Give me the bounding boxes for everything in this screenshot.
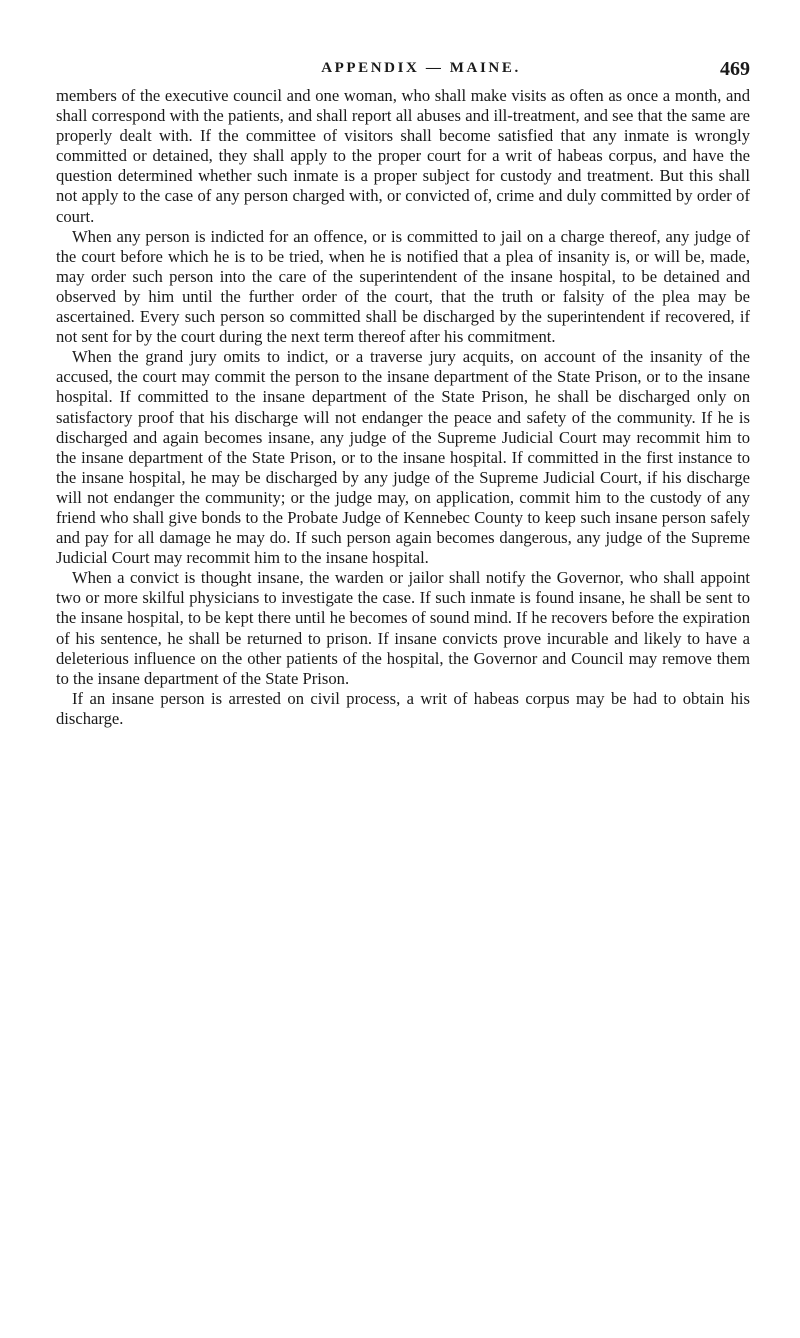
page-header: [56, 60, 750, 84]
paragraph: When any person is indicted for an offence, or is committed to jail on a charge thereof, any judge of the court before which he is to be tried, when he is notified that a plea of insanity is, or will be, made, may order such person into the care of the superintendent of the insane hospital, to be detained and observed by him until the further order of the court, that the truth or falsity of the plea may be ascertained. Every such person so committed shall be discharged by the superintendent if recovered, if not sent for by the court during the next term thereof after his commitment.: [56, 226, 750, 347]
paragraph-continued: members of the executive council and one woman, who shall make visits as often as once a month, and shall correspond with the patients, and shall report all abuses and ill-treatment, and see that the same are properly dealt with. If the committee of visitors shall become satisfied that any inmate is wrongly committed or detained, they shall apply to the proper court for a writ of habeas corpus, and have the question determined whether such inmate is a proper subject for custody and treatment. But this shall not apply to the case of any person charged with, or convicted of, crime and duly committed by order of court.: [56, 86, 750, 226]
paragraph: If an insane person is arrested on civil process, a writ of habeas corpus may be had to obtain his discharge.: [56, 688, 750, 728]
running-head: APPENDIX — MAINE.: [321, 60, 521, 76]
body-text: [56, 86, 750, 729]
paragraph: When the grand jury omits to indict, or a traverse jury acquits, on account of the insanity of the accused, the court may commit the person to the insane department of the State Prison, or to the insane hospital. If committed to the insane department of the State Prison, he shall be discharged only on satisfactory proof that his discharge will not endanger the peace and safety of the community. If he is discharged and again becomes insane, any judge of the Supreme Judicial Court may recommit him to the insane department of the State Prison, or to the insane hospital. If committed in the first instance to the insane hospital, he may be discharged by any judge of the Supreme Judicial Court, if his discharge will not endanger the community; or the judge may, on application, commit him to the custody of any friend who shall give bonds to the Probate Judge of Kennebec County to keep such insane person safely and pay for all damage he may do. If such person again becomes dangerous, any judge of the Supreme Judicial Court may recommit him to the insane hospital.: [56, 347, 750, 568]
paragraph: When a convict is thought insane, the warden or jailor shall notify the Governor, who shall appoint two or more skilful physicians to investigate the case. If such inmate is found insane, he shall be sent to the insane hospital, to be kept there until he becomes of sound mind. If he recovers before the expiration of his sentence, he shall be returned to prison. If insane convicts prove incurable and likely to have a deleterious influence on the other patients of the hospital, the Governor and Council may remove them to the insane department of the State Prison.: [56, 568, 750, 688]
page-number: 469: [720, 58, 750, 80]
